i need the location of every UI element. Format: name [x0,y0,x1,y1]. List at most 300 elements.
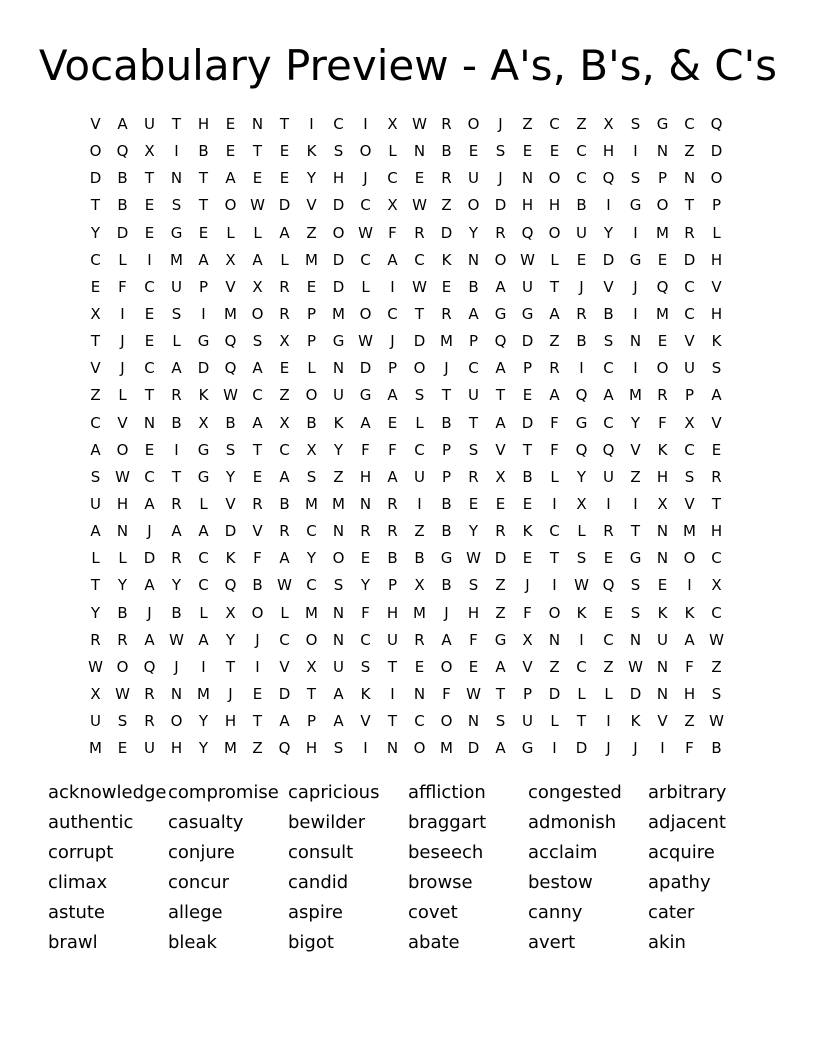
grid-letter[interactable]: Z [441,196,452,215]
grid-letter[interactable]: C [603,630,614,649]
grid-letter[interactable]: T [171,467,182,486]
grid-letter[interactable]: O [224,196,237,215]
grid-letter[interactable]: B [468,277,479,296]
grid-letter[interactable]: I [201,304,206,323]
grid-letter[interactable]: E [225,115,236,133]
grid-letter[interactable]: C [306,576,317,595]
grid-letter[interactable]: O [494,250,507,269]
grid-letter[interactable]: V [279,657,290,676]
grid-letter[interactable]: G [170,223,183,242]
grid-letter[interactable]: L [199,494,208,513]
grid-letter[interactable]: D [494,549,507,568]
grid-letter[interactable]: X [684,413,695,432]
grid-letter[interactable]: C [576,142,587,161]
grid-letter[interactable]: Y [630,413,641,432]
grid-letter[interactable]: X [90,304,101,323]
grid-letter[interactable]: D [332,250,345,269]
grid-letter[interactable]: O [413,359,426,378]
grid-letter[interactable]: K [576,603,587,622]
grid-letter[interactable]: N [332,630,345,649]
grid-letter[interactable]: N [413,142,426,161]
grid-letter[interactable]: L [118,250,127,269]
grid-letter[interactable]: B [279,494,290,513]
grid-letter[interactable]: S [468,576,479,595]
grid-letter[interactable]: E [522,494,533,513]
grid-letter[interactable]: K [630,712,641,731]
grid-letter[interactable]: J [120,332,125,351]
grid-letter[interactable]: H [197,115,210,133]
grid-letter[interactable]: E [279,169,290,188]
grid-letter[interactable]: Z [549,332,560,351]
grid-letter[interactable]: E [522,549,533,568]
grid-letter[interactable]: M [305,250,318,269]
grid-letter[interactable]: H [332,169,345,188]
grid-letter[interactable]: X [225,250,236,269]
grid-letter[interactable]: U [144,115,155,133]
grid-letter[interactable]: E [144,196,155,215]
grid-letter[interactable]: S [360,657,371,676]
grid-letter[interactable]: O [440,657,453,676]
grid-letter[interactable]: Q [602,440,615,459]
grid-letter[interactable]: D [413,332,426,351]
grid-letter[interactable]: K [306,142,317,161]
grid-letter[interactable]: Z [603,657,614,676]
grid-letter[interactable]: N [170,684,183,703]
grid-letter[interactable]: P [198,277,209,296]
grid-letter[interactable]: Q [602,169,615,188]
grid-letter[interactable]: E [522,142,533,161]
grid-letter[interactable]: C [576,657,587,676]
grid-letter[interactable]: T [495,684,506,703]
grid-letter[interactable]: R [576,304,587,323]
grid-letter[interactable]: E [468,657,479,676]
grid-letter[interactable]: E [252,684,263,703]
grid-letter[interactable]: J [390,332,395,351]
grid-letter[interactable]: T [252,712,263,731]
grid-letter[interactable]: U [468,169,479,188]
grid-letter[interactable]: S [576,549,587,568]
grid-letter[interactable]: L [604,684,613,703]
grid-letter[interactable]: H [548,196,561,215]
grid-letter[interactable]: M [305,494,318,513]
grid-letter[interactable]: X [414,576,425,595]
grid-letter[interactable]: R [279,522,290,541]
grid-letter[interactable]: R [171,386,182,405]
grid-letter[interactable]: Y [360,576,371,595]
grid-letter[interactable]: Z [306,223,317,242]
grid-letter[interactable]: S [252,332,263,351]
grid-letter[interactable]: G [494,630,507,649]
grid-letter[interactable]: S [333,739,344,758]
grid-letter[interactable]: T [576,712,587,731]
grid-letter[interactable]: P [387,576,398,595]
grid-letter[interactable]: E [279,142,290,161]
grid-letter[interactable]: G [575,413,588,432]
grid-letter[interactable]: O [413,739,426,758]
grid-letter[interactable]: R [117,630,128,649]
grid-letter[interactable]: A [495,657,506,676]
grid-letter[interactable]: G [656,115,669,133]
grid-letter[interactable]: R [171,494,182,513]
grid-letter[interactable]: C [603,413,614,432]
grid-letter[interactable]: Z [414,522,425,541]
grid-letter[interactable]: C [414,250,425,269]
grid-letter[interactable]: Z [279,386,290,405]
grid-letter[interactable]: I [552,739,557,758]
grid-letter[interactable]: S [711,359,722,378]
grid-letter[interactable]: G [332,332,345,351]
grid-letter[interactable]: T [414,304,425,323]
grid-letter[interactable]: L [118,386,127,405]
grid-letter[interactable]: M [656,304,669,323]
grid-letter[interactable]: U [522,277,533,296]
grid-letter[interactable]: J [147,603,152,622]
grid-letter[interactable]: Q [116,142,129,161]
grid-letter[interactable]: P [711,196,722,215]
grid-letter[interactable]: B [171,603,182,622]
grid-letter[interactable]: G [197,467,210,486]
grid-letter[interactable]: B [522,467,533,486]
grid-letter[interactable]: S [684,467,695,486]
grid-letter[interactable]: A [171,522,182,541]
grid-letter[interactable]: O [467,196,480,215]
grid-letter[interactable]: B [441,494,452,513]
grid-letter[interactable]: B [171,413,182,432]
grid-letter[interactable]: N [656,142,669,161]
grid-letter[interactable]: H [710,304,723,323]
grid-letter[interactable]: S [495,142,506,161]
grid-letter[interactable]: U [90,494,101,513]
grid-letter[interactable]: L [172,332,181,351]
grid-letter[interactable]: R [603,522,614,541]
grid-letter[interactable]: A [441,630,452,649]
grid-letter[interactable]: E [144,440,155,459]
grid-letter[interactable]: N [332,522,345,541]
grid-letter[interactable]: L [280,603,289,622]
grid-letter[interactable]: D [629,684,642,703]
grid-letter[interactable]: Y [198,712,209,731]
grid-letter[interactable]: Y [603,223,614,242]
grid-letter[interactable]: W [115,684,130,703]
grid-letter[interactable]: C [198,576,209,595]
grid-letter[interactable]: M [683,522,696,541]
grid-letter[interactable]: C [387,304,398,323]
grid-letter[interactable]: T [171,115,182,133]
grid-letter[interactable]: P [306,332,317,351]
grid-letter[interactable]: O [116,657,129,676]
grid-letter[interactable]: V [657,712,668,731]
grid-letter[interactable]: B [387,549,398,568]
grid-letter[interactable]: W [250,196,265,215]
grid-letter[interactable]: K [711,332,722,351]
grid-letter[interactable]: D [116,223,129,242]
grid-letter[interactable]: A [495,739,506,758]
grid-letter[interactable]: K [225,549,236,568]
grid-letter[interactable]: U [387,630,398,649]
grid-letter[interactable]: A [333,684,344,703]
grid-letter[interactable]: X [279,413,290,432]
grid-letter[interactable]: L [550,250,559,269]
grid-letter[interactable]: J [606,739,611,758]
grid-letter[interactable]: R [171,549,182,568]
grid-letter[interactable]: N [629,332,642,351]
grid-letter[interactable]: E [576,250,587,269]
grid-letter[interactable]: I [633,494,638,513]
grid-letter[interactable]: Q [494,332,507,351]
grid-letter[interactable]: O [710,169,723,188]
grid-letter[interactable]: V [711,413,722,432]
grid-letter[interactable]: F [388,223,397,242]
grid-letter[interactable]: J [147,522,152,541]
grid-letter[interactable]: A [387,386,398,405]
grid-letter[interactable]: A [225,169,236,188]
grid-letter[interactable]: N [413,684,426,703]
grid-letter[interactable]: D [89,169,102,188]
grid-letter[interactable]: O [548,603,561,622]
grid-letter[interactable]: V [495,440,506,459]
grid-letter[interactable]: S [333,142,344,161]
grid-letter[interactable]: R [144,684,155,703]
grid-letter[interactable]: G [629,549,642,568]
grid-letter[interactable]: Y [333,440,344,459]
grid-letter[interactable]: D [224,522,237,541]
grid-letter[interactable]: D [575,739,588,758]
grid-letter[interactable]: F [685,739,694,758]
grid-letter[interactable]: E [252,169,263,188]
grid-letter[interactable]: D [521,332,534,351]
grid-letter[interactable]: E [603,549,614,568]
grid-letter[interactable]: E [657,576,668,595]
grid-letter[interactable]: G [629,250,642,269]
grid-letter[interactable]: B [441,413,452,432]
grid-letter[interactable]: P [441,467,452,486]
grid-letter[interactable]: R [414,630,425,649]
grid-letter[interactable]: Q [710,115,723,133]
grid-letter[interactable]: O [170,712,183,731]
grid-letter[interactable]: G [359,386,372,405]
grid-letter[interactable]: T [468,413,479,432]
grid-letter[interactable]: F [442,684,451,703]
grid-letter[interactable]: A [252,250,263,269]
grid-letter[interactable]: F [388,440,397,459]
grid-letter[interactable]: E [414,169,425,188]
grid-letter[interactable]: C [360,250,371,269]
grid-letter[interactable]: U [657,630,668,649]
grid-letter[interactable]: O [332,549,345,568]
grid-letter[interactable]: K [684,603,695,622]
grid-letter[interactable]: H [386,603,399,622]
grid-letter[interactable]: T [198,169,209,188]
grid-letter[interactable]: R [468,467,479,486]
grid-letter[interactable]: M [170,250,183,269]
grid-letter[interactable]: E [711,440,722,459]
grid-letter[interactable]: O [359,142,372,161]
grid-letter[interactable]: W [520,250,535,269]
grid-letter[interactable]: Q [521,223,534,242]
grid-letter[interactable]: I [363,739,368,758]
grid-letter[interactable]: N [143,413,156,432]
grid-letter[interactable]: D [332,196,345,215]
grid-letter[interactable]: Y [198,739,209,758]
grid-letter[interactable]: M [440,739,453,758]
grid-letter[interactable]: C [549,522,560,541]
grid-letter[interactable]: Q [278,739,291,758]
grid-letter[interactable]: A [495,277,506,296]
grid-letter[interactable]: X [576,494,587,513]
grid-letter[interactable]: D [494,196,507,215]
grid-letter[interactable]: I [201,657,206,676]
grid-letter[interactable]: C [549,115,560,133]
grid-letter[interactable]: D [359,359,372,378]
grid-letter[interactable]: R [414,223,425,242]
grid-letter[interactable]: S [495,712,506,731]
grid-letter[interactable]: T [198,196,209,215]
grid-letter[interactable]: C [711,549,722,568]
grid-letter[interactable]: C [252,386,263,405]
grid-letter[interactable]: W [277,576,292,595]
grid-letter[interactable]: S [630,603,641,622]
grid-letter[interactable]: A [279,223,290,242]
grid-letter[interactable]: H [305,739,318,758]
grid-letter[interactable]: A [333,712,344,731]
grid-letter[interactable]: X [279,332,290,351]
grid-letter[interactable]: L [712,223,721,242]
grid-letter[interactable]: U [333,657,344,676]
grid-letter[interactable]: I [390,684,395,703]
grid-letter[interactable]: N [656,657,669,676]
grid-letter[interactable]: A [252,359,263,378]
grid-letter[interactable]: V [117,413,128,432]
grid-letter[interactable]: E [360,549,371,568]
grid-letter[interactable]: Z [252,739,263,758]
grid-letter[interactable]: N [386,739,399,758]
grid-letter[interactable]: T [387,657,398,676]
grid-letter[interactable]: Q [656,277,669,296]
grid-letter[interactable]: M [197,684,210,703]
grid-letter[interactable]: W [466,684,481,703]
grid-letter[interactable]: A [279,712,290,731]
grid-letter[interactable]: C [414,712,425,731]
grid-letter[interactable]: I [552,576,557,595]
grid-letter[interactable]: J [579,277,584,296]
grid-letter[interactable]: V [711,277,722,296]
grid-letter[interactable]: O [305,630,318,649]
grid-letter[interactable]: A [684,630,695,649]
grid-letter[interactable]: K [522,522,533,541]
grid-letter[interactable]: J [525,576,530,595]
grid-letter[interactable]: L [388,142,397,161]
grid-letter[interactable]: J [498,169,503,188]
grid-letter[interactable]: L [577,522,586,541]
grid-letter[interactable]: E [549,142,560,161]
grid-letter[interactable]: R [441,304,452,323]
grid-letter[interactable]: Z [333,467,344,486]
grid-letter[interactable]: Z [495,576,506,595]
grid-letter[interactable]: C [684,115,695,133]
grid-letter[interactable]: F [361,440,370,459]
grid-letter[interactable]: W [412,115,427,133]
grid-letter[interactable]: Z [684,712,695,731]
grid-letter[interactable]: R [711,467,722,486]
grid-letter[interactable]: U [603,467,614,486]
grid-letter[interactable]: A [549,386,560,405]
grid-letter[interactable]: F [361,603,370,622]
grid-letter[interactable]: Z [495,603,506,622]
grid-letter[interactable]: D [467,739,480,758]
grid-letter[interactable]: I [660,739,665,758]
grid-letter[interactable]: H [683,684,696,703]
grid-letter[interactable]: C [684,304,695,323]
grid-letter[interactable]: Z [522,115,533,133]
grid-letter[interactable]: Y [468,223,479,242]
grid-letter[interactable]: B [441,576,452,595]
grid-letter[interactable]: I [579,630,584,649]
grid-letter[interactable]: P [657,169,668,188]
grid-letter[interactable]: E [144,304,155,323]
grid-letter[interactable]: N [683,169,696,188]
grid-letter[interactable]: V [90,359,101,378]
grid-letter[interactable]: O [683,549,696,568]
grid-letter[interactable]: D [548,684,561,703]
grid-letter[interactable]: N [467,250,480,269]
grid-letter[interactable]: P [522,684,533,703]
grid-letter[interactable]: I [363,115,368,133]
grid-letter[interactable]: C [576,169,587,188]
grid-letter[interactable]: R [279,277,290,296]
grid-letter[interactable]: E [468,142,479,161]
grid-letter[interactable]: Y [306,549,317,568]
grid-letter[interactable]: P [306,304,317,323]
grid-letter[interactable]: I [417,494,422,513]
grid-letter[interactable]: Y [576,467,587,486]
grid-letter[interactable]: U [576,223,587,242]
grid-letter[interactable]: X [252,277,263,296]
grid-letter[interactable]: X [495,467,506,486]
grid-letter[interactable]: Q [575,440,588,459]
grid-letter[interactable]: G [629,196,642,215]
grid-letter[interactable]: G [440,549,453,568]
grid-letter[interactable]: O [251,603,264,622]
grid-letter[interactable]: E [198,223,209,242]
grid-letter[interactable]: U [171,277,182,296]
grid-letter[interactable]: B [117,196,128,215]
grid-letter[interactable]: L [91,549,100,568]
grid-letter[interactable]: T [90,196,101,215]
grid-letter[interactable]: B [603,304,614,323]
grid-letter[interactable]: R [279,304,290,323]
grid-letter[interactable]: L [199,603,208,622]
grid-letter[interactable]: D [440,223,453,242]
grid-letter[interactable]: E [144,332,155,351]
grid-letter[interactable]: A [198,522,209,541]
grid-letter[interactable]: Y [225,467,236,486]
grid-letter[interactable]: K [198,386,209,405]
grid-letter[interactable]: B [117,603,128,622]
grid-letter[interactable]: M [656,223,669,242]
grid-letter[interactable]: K [657,440,668,459]
grid-letter[interactable]: X [144,142,155,161]
grid-letter[interactable]: E [657,250,668,269]
grid-letter[interactable]: O [548,223,561,242]
grid-letter[interactable]: L [280,250,289,269]
grid-letter[interactable]: T [252,142,263,161]
grid-letter[interactable]: L [550,712,559,731]
grid-letter[interactable]: C [306,522,317,541]
grid-letter[interactable]: R [441,115,452,133]
grid-letter[interactable]: A [252,413,263,432]
grid-letter[interactable]: G [494,304,507,323]
grid-letter[interactable]: L [307,359,316,378]
